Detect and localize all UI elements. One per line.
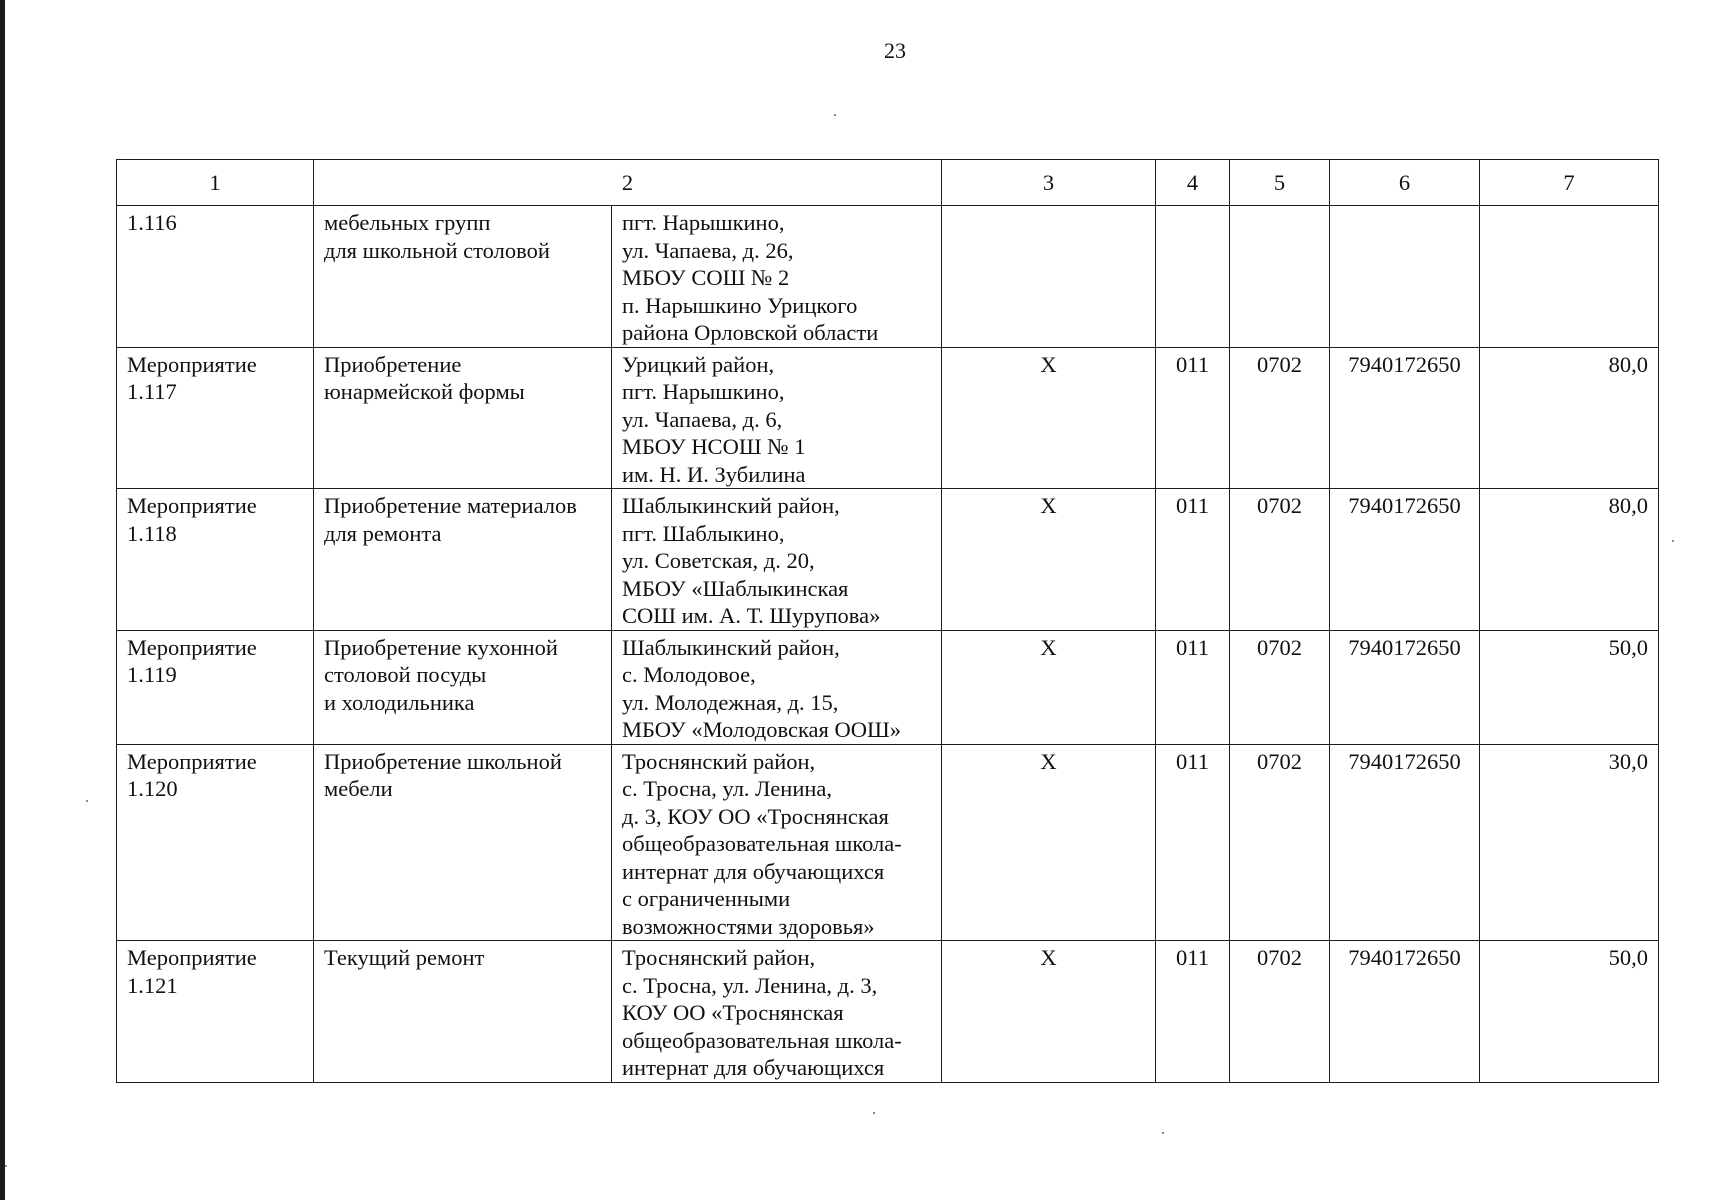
amount-cell: 50,0 <box>1480 941 1659 1083</box>
location-cell <box>612 941 942 1083</box>
location-cell-line: п. Нарышкино Урицкого <box>622 292 858 318</box>
header-col-6: 6 <box>1330 160 1480 206</box>
event-cell <box>117 347 314 489</box>
table-body <box>117 206 1659 1083</box>
location-cell-line: КОУ ОО «Троснянская <box>622 1000 844 1025</box>
description-cell-line: Приобретение кухонной <box>324 634 558 660</box>
code-5-cell: 0702 <box>1230 744 1330 941</box>
event-cell <box>117 630 314 744</box>
code-6-cell: 7940172650 <box>1330 744 1480 941</box>
code-4-cell <box>1156 206 1230 348</box>
location-cell <box>612 206 942 348</box>
header-col-1: 1 <box>117 160 314 206</box>
location-cell-line: МБОУ «Молодовская ООШ» <box>622 717 901 742</box>
location-cell-line: пгт. Нарышкино, <box>622 379 785 404</box>
location-cell-line: пгт. Нарышкино, <box>622 210 785 235</box>
description-cell-line: Приобретение школьной <box>324 748 562 774</box>
scan-left-edge <box>0 0 5 1200</box>
description-cell <box>314 941 612 1083</box>
scan-speck <box>1162 1132 1164 1134</box>
location-cell-line: ул. Советская, д. 20, <box>622 548 815 573</box>
code-4-cell: 011 <box>1156 489 1230 631</box>
location-cell-line: Троснянский район, <box>622 748 816 774</box>
description-cell-line: Текущий ремонт <box>324 945 485 970</box>
location-cell-line: интернат для обучающихся <box>622 858 885 884</box>
location-cell-line: Урицкий район, <box>622 351 775 377</box>
table-row <box>117 206 1659 348</box>
location-cell-line: возможностями здоровья» <box>622 913 875 939</box>
scan-speck <box>834 114 836 116</box>
location-cell-line: Шаблыкинский район, <box>622 634 840 660</box>
location-cell <box>612 489 942 631</box>
budget-table <box>116 159 1659 1083</box>
code-6-cell: 7940172650 <box>1330 630 1480 744</box>
event-cell-line: Мероприятие <box>127 634 257 660</box>
header-col-5: 5 <box>1230 160 1330 206</box>
location-cell-line: общеобразовательная школа- <box>622 1027 902 1053</box>
marker-cell <box>942 206 1156 348</box>
location-cell <box>612 744 942 941</box>
location-cell-line: с ограниченными <box>622 886 791 911</box>
location-cell-line: ул. Чапаева, д. 6, <box>622 406 783 432</box>
location-cell-line: ул. Чапаева, д. 26, <box>622 237 794 263</box>
event-cell-line: Мероприятие <box>127 945 257 970</box>
marker-cell: X <box>942 744 1156 941</box>
event-cell-line: 1.118 <box>127 520 177 546</box>
code-6-cell: 7940172650 <box>1330 347 1480 489</box>
description-cell-line: Приобретение материалов <box>324 493 577 518</box>
table-row <box>117 744 1659 941</box>
location-cell-line: пгт. Шаблыкино, <box>622 520 785 546</box>
page-number: 23 <box>884 38 906 63</box>
description-cell-line: юнармейской формы <box>324 379 525 404</box>
location-cell <box>612 347 942 489</box>
description-cell <box>314 206 612 348</box>
table-row <box>117 347 1659 489</box>
event-cell-line: Мероприятие <box>127 493 257 518</box>
description-cell <box>314 630 612 744</box>
table-header <box>117 160 1659 206</box>
description-cell-line: и холодильника <box>324 689 475 715</box>
location-cell-line: им. Н. И. Зубилина <box>622 461 806 487</box>
code-4-cell: 011 <box>1156 941 1230 1083</box>
header-col-2: 2 <box>314 160 942 206</box>
header-row <box>117 160 1659 206</box>
description-cell-line: для школьной столовой <box>324 237 550 263</box>
description-cell <box>314 347 612 489</box>
event-cell <box>117 744 314 941</box>
amount-cell <box>1480 206 1659 348</box>
location-cell-line: с. Тросна, ул. Ленина, д. 3, <box>622 972 878 998</box>
event-cell-line: 1.120 <box>127 776 178 801</box>
location-cell <box>612 630 942 744</box>
marker-cell: X <box>942 347 1156 489</box>
scan-speck <box>873 1112 875 1114</box>
amount-cell: 80,0 <box>1480 347 1659 489</box>
description-cell-line: мебели <box>324 776 393 801</box>
location-cell-line: общеобразовательная школа- <box>622 831 902 856</box>
code-4-cell: 011 <box>1156 630 1230 744</box>
event-cell-line: Мероприятие <box>127 748 257 774</box>
code-5-cell: 0702 <box>1230 941 1330 1083</box>
description-cell <box>314 489 612 631</box>
description-cell-line: столовой посуды <box>324 662 487 687</box>
marker-cell: X <box>942 489 1156 631</box>
code-4-cell: 011 <box>1156 744 1230 941</box>
header-col-3: 3 <box>942 160 1156 206</box>
marker-cell: X <box>942 941 1156 1083</box>
event-cell-line: 1.121 <box>127 972 178 998</box>
amount-cell: 30,0 <box>1480 744 1659 941</box>
location-cell-line: с. Тросна, ул. Ленина, <box>622 776 833 801</box>
description-cell-line: для ремонта <box>324 520 442 546</box>
code-6-cell: 7940172650 <box>1330 489 1480 631</box>
location-cell-line: ул. Молодежная, д. 15, <box>622 689 839 715</box>
location-cell-line: Шаблыкинский район, <box>622 493 840 518</box>
table-row <box>117 941 1659 1083</box>
scan-speck <box>5 1165 7 1167</box>
location-cell-line: интернат для обучающихся <box>622 1055 885 1080</box>
code-5-cell: 0702 <box>1230 630 1330 744</box>
code-5-cell <box>1230 206 1330 348</box>
location-cell-line: МБОУ «Шаблыкинская <box>622 575 849 601</box>
location-cell-line: МБОУ НСОШ № 1 <box>622 434 806 459</box>
event-cell-line: Мероприятие <box>127 351 257 377</box>
location-cell-line: СОШ им. А. Т. Шурупова» <box>622 603 881 628</box>
location-cell-line: с. Молодовое, <box>622 662 756 687</box>
event-cell-line: 1.116 <box>127 210 177 235</box>
marker-cell: X <box>942 630 1156 744</box>
table-row <box>117 489 1659 631</box>
code-6-cell <box>1330 206 1480 348</box>
header-col-7: 7 <box>1480 160 1659 206</box>
location-cell-line: Троснянский район, <box>622 945 816 970</box>
location-cell-line: района Орловской области <box>622 320 879 345</box>
event-cell-line: 1.117 <box>127 379 177 404</box>
description-cell <box>314 744 612 941</box>
amount-cell: 80,0 <box>1480 489 1659 631</box>
description-cell-line: мебельных групп <box>324 210 491 235</box>
header-col-4: 4 <box>1156 160 1230 206</box>
table-row <box>117 630 1659 744</box>
scan-speck <box>86 800 88 802</box>
code-4-cell: 011 <box>1156 347 1230 489</box>
description-cell-line: Приобретение <box>324 351 462 377</box>
location-cell-line: д. 3, КОУ ОО «Троснянская <box>622 803 889 829</box>
event-cell <box>117 206 314 348</box>
code-5-cell: 0702 <box>1230 489 1330 631</box>
event-cell <box>117 941 314 1083</box>
event-cell <box>117 489 314 631</box>
code-5-cell: 0702 <box>1230 347 1330 489</box>
event-cell-line: 1.119 <box>127 662 177 687</box>
scan-speck <box>1672 540 1674 542</box>
amount-cell: 50,0 <box>1480 630 1659 744</box>
code-6-cell: 7940172650 <box>1330 941 1480 1083</box>
location-cell-line: МБОУ СОШ № 2 <box>622 265 790 290</box>
